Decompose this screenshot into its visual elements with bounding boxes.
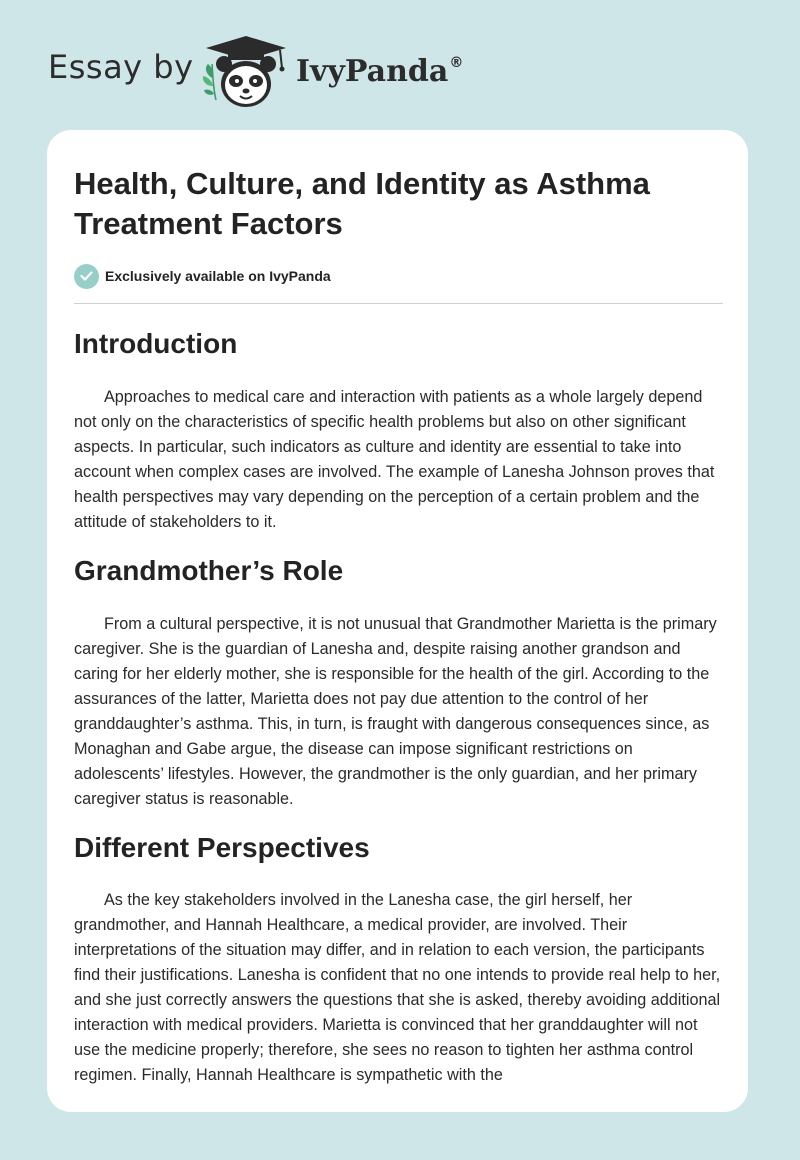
brand-logo-text[interactable] [296,54,463,89]
check-icon [74,264,99,289]
page-title: Health, Culture, and Identity as Asthma Treatment Factors [74,166,650,241]
paragraph-grandmothers-role: From a cultural perspective, it is not unusual that Grandmother Marietta is the primary caregiver. She is the guardian of Lanesha and, despite raising another grandson and caring for her elderly mother, she is responsible for the health of the girl. According to the assurances of the latter, Marietta does not pay due attention to the control of her granddaughter’s asthma. This, in turn, is fraught with dangerous consequences since, as Monaghan and Gabe argue, the disease can impose significant restrictions on adolescents’ lifestyles. However, the grandmother is the only guardian, and her primary caregiver status is reasonable. [74,615,717,808]
section-heading-introduction: Introduction [74,328,238,359]
divider [74,303,723,304]
ivy-leaf-icon [203,64,216,100]
brand-name: IvyPanda [296,54,449,89]
site-header [0,0,800,120]
section-heading-different-perspectives: Different Perspectives [74,832,370,863]
paragraph-introduction: Approaches to medical care and interaction with patients as a whole largely depend not only on the characteristics of specific health problems but also on other significant aspects. In particular, such indicators as culture and identity are essential to take into account when complex cases are involved. The example of Lanesha Johnson proves that health perspectives may vary depending on the perception of a certain problem and the attitude of stakeholders to it. [74,388,715,531]
panda-graduate-icon [200,34,292,110]
paragraph-different-perspectives: As the key stakeholders involved in the Lanesha case, the girl herself, her grandmother, and Hannah Healthcare, a medical provider, are involved. Their interpretations of the situation may differ, and in relation to each version, the participants find their justifications. Lanesha is confident that no one intends to provide real help to her, and she just correctly answers the questions that she is asked, thereby avoiding additional interaction with medical providers. Marietta is convinced that her granddaughter will not use the medicine properly; therefore, she sees no reason to tighten her asthma control regimen. Finally, Hannah Healthcare is sympathetic with the [74,891,721,1084]
exclusive-label: Exclusively available on IvyPanda [105,268,331,284]
essay-by-label: Essay by [48,48,194,86]
section-heading-grandmothers-role: Grandmother’s Role [74,555,344,586]
exclusive-badge [74,263,331,289]
essay-card [47,130,748,1112]
registered-mark: ® [449,55,464,71]
